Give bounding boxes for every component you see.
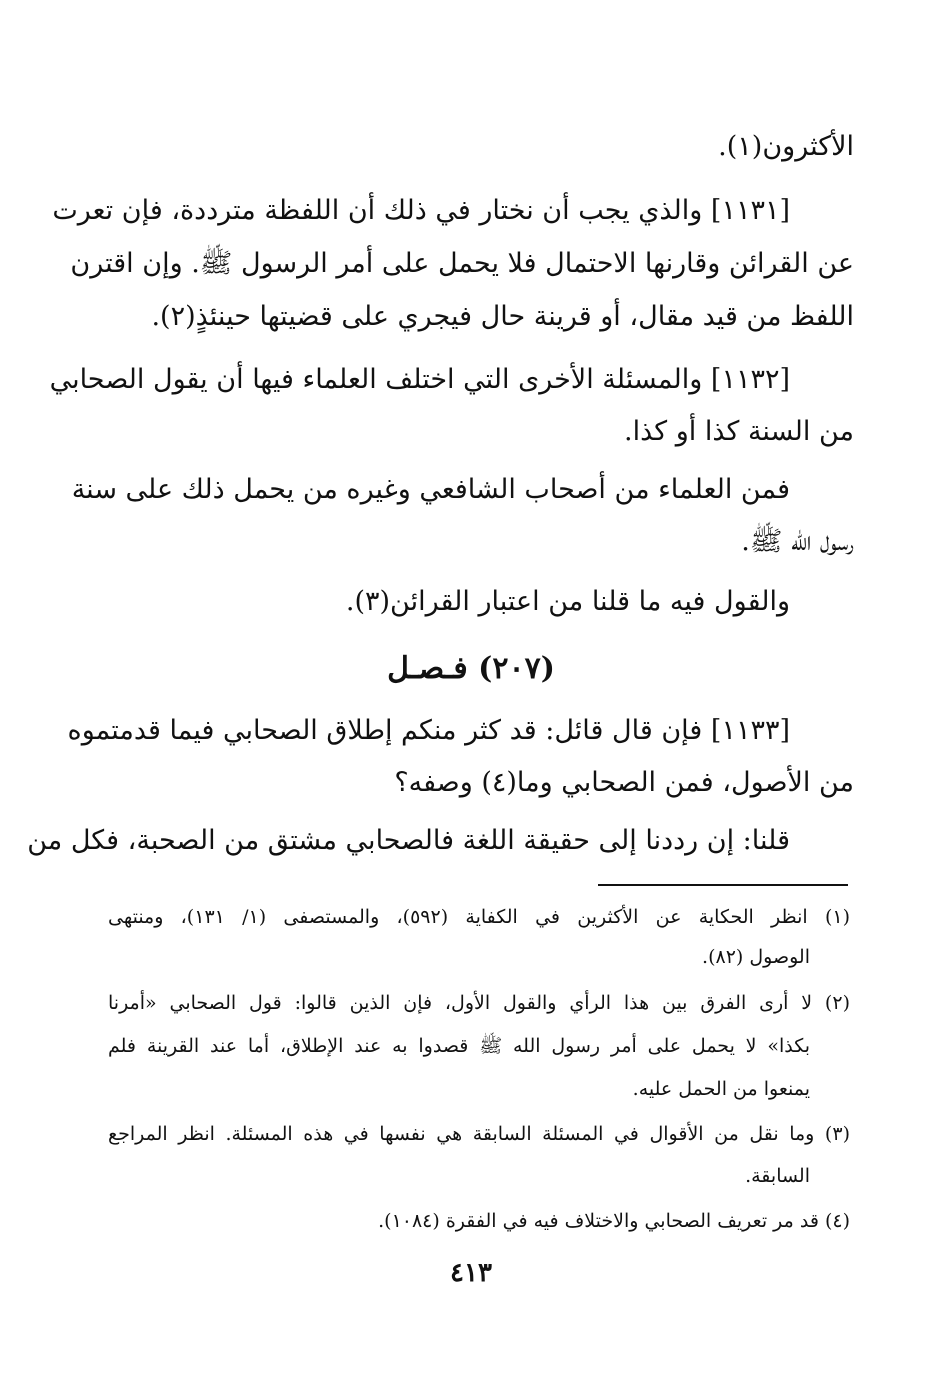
page-number: ٤١٣ (450, 1258, 492, 1288)
paragraph-line: قلنا: إن رددنا إلى حقيقة اللغة فالصحابي مشتق من الصحبة، فكل من (27, 825, 790, 856)
paragraph-1133-line: [١١٣٣] فإن قال قائل: قد كثر منكم إطلاق الصحابي فيما قدمتموه (67, 715, 790, 746)
paragraph-1132-line: من السنة كذا أو كذا. (624, 416, 854, 447)
footnote-2-line: بكذا» لا يحمل على أمر رسول الله ﷺ قصدوا به عند الإطلاق، أما عند القرينة فلم (108, 1035, 810, 1057)
section-heading: (٢٠٧) فـصـل (387, 651, 555, 686)
paragraph-line: فمن العلماء من أصحاب الشافعي وغيره من يحمل ذلك على سنة (71, 474, 790, 505)
footnote-3-line: (٣) وما نقل من الأقوال في المسئلة السابقة هي نفسها في هذه المسئلة. انظر المراجع (108, 1123, 850, 1145)
footnote-2-line: يمنعوا من الحمل عليه. (632, 1078, 810, 1100)
text-line: الأكثرون(١). (718, 131, 854, 162)
footnote-separator (598, 884, 848, 886)
footnote-4-line: (٤) قد مر تعريف الصحابي والاختلاف فيه في الفقرة (١٠٨٤). (378, 1210, 850, 1232)
footnote-1-line: الوصول (٨٢). (702, 946, 810, 968)
paragraph-1131-line: عن القرائن وقارنها الاحتمال فلا يحمل على أمر الرسول ﷺ. وإن اقترن (70, 248, 854, 279)
paragraph-1131-line: اللفظ من قيد مقال، أو قرينة حال فيجري على قضيتها حينئذٍ(٢). (151, 301, 854, 332)
paragraph-1132-line: [١١٣٢] والمسئلة الأخرى التي اختلف العلماء فيها أن يقول الصحابي (49, 364, 790, 395)
paragraph-1133-line: من الأصول، فمن الصحابي وما(٤) وصفه؟ (394, 767, 854, 798)
footnote-2-line: (٢) لا أرى الفرق بين هذا الرأي والقول الأول، فإن الذين قالوا: قول الصحابي «أمرنا (108, 992, 850, 1014)
footnote-1-line: (١) انظر الحكاية عن الأكثرين في الكفاية (٥٩٢)، والمستصفى (١/ ١٣١)، ومنتهى (108, 906, 851, 928)
paragraph-line: رسول الله ﷺ. (741, 526, 854, 557)
footnote-3-line: السابقة. (745, 1165, 810, 1187)
paragraph-1131-line: [١١٣١] والذي يجب أن نختار في ذلك أن اللفظة مترددة، فإن تعرت (52, 195, 790, 226)
paragraph-line: والقول فيه ما قلنا من اعتبار القرائن(٣). (345, 586, 790, 617)
